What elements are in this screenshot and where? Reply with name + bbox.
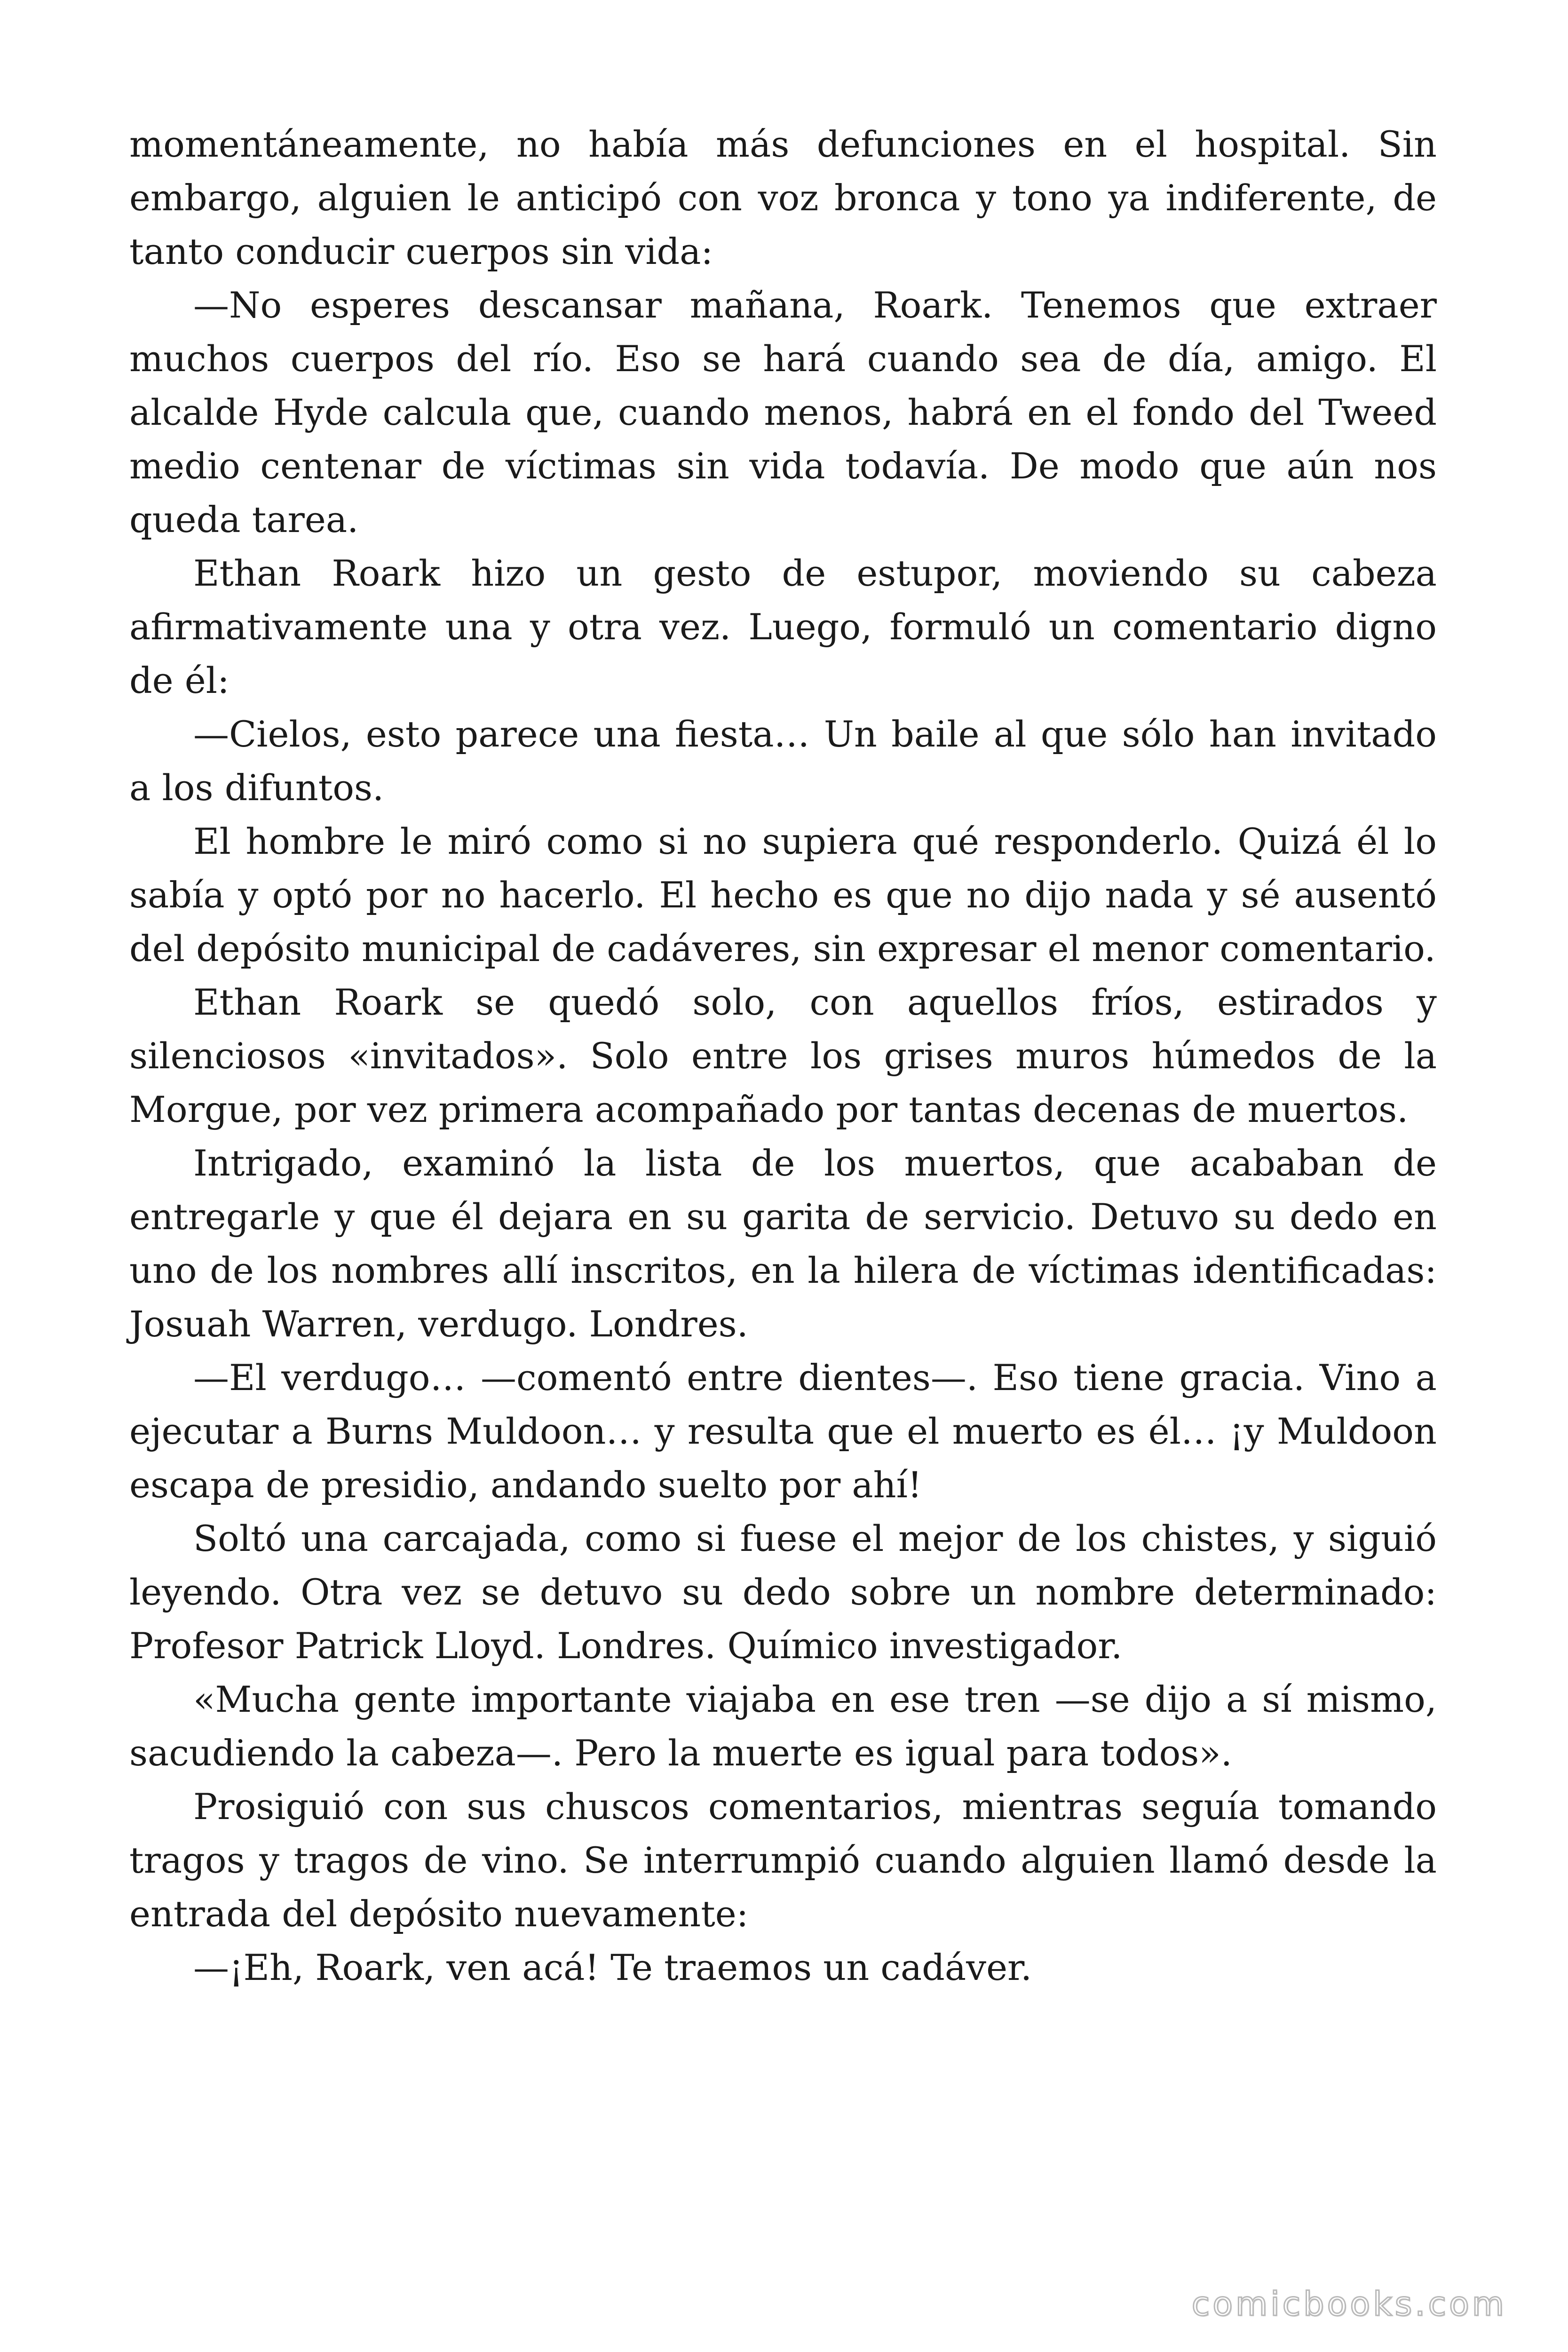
- paragraph: Ethan Roark se quedó solo, con aquellos fríos, estirados y silenciosos «invitados». Solo entre los grises muros húmedos de la Morgue, por vez primera acompañado por tantas decenas de muertos.: [129, 981, 1437, 1130]
- paragraph: —¡Eh, Roark, ven acá! Te traemos un cadáver.: [193, 1947, 1032, 1988]
- paragraph: —Cielos, esto parece una fiesta… Un baile al que sólo han invitado a los difuntos.: [129, 713, 1437, 809]
- paragraph: —No esperes descansar mañana, Roark. Tenemos que extraer muchos cuerpos del río. Eso se hará cuando sea de día, amigo. El alcalde Hyde calcula que, cuando menos, habrá en el fondo del Tweed medio centenar de víctimas sin vida todavía. De modo que aún nos queda tarea.: [129, 284, 1437, 540]
- body-text: [129, 118, 1437, 1994]
- paragraph: Prosiguió con sus chuscos comentarios, mientras seguía tomando tragos y tragos de vino. Se interrumpió cuando alguien llamó desde la entrada del depósito nuevamente:: [129, 1786, 1437, 1935]
- paragraph: Soltó una carcajada, como si fuese el mejor de los chistes, y siguió leyendo. Otra vez se detuvo su dedo sobre un nombre determinado: Profesor Patrick Lloyd. Londres. Químico investigador.: [129, 1518, 1437, 1667]
- paragraph: «Mucha gente importante viajaba en ese tren —se dijo a sí mismo, sacudiendo la cabeza—. Pero la muerte es igual para todos».: [129, 1678, 1437, 1774]
- paragraph: Ethan Roark hizo un gesto de estupor, moviendo su cabeza afirmativamente una y otra vez. Luego, formuló un comentario digno de él:: [129, 552, 1437, 701]
- paragraph-continuation: momentáneamente, no había más defunciones en el hospital. Sin embargo, alguien le anticipó con voz bronca y tono ya indiferente, de tanto conducir cuerpos sin vida:: [129, 123, 1437, 272]
- paragraph: —El verdugo… —comentó entre dientes—. Eso tiene gracia. Vino a ejecutar a Burns Muldoon… y resulta que el muerto es él… ¡y Muldoon escapa de presidio, andando suelto por ahí!: [129, 1357, 1437, 1506]
- watermark: comicbooks.com: [1191, 2285, 1507, 2323]
- paragraph: El hombre le miró como si no supiera qué responderlo. Quizá él lo sabía y optó por no hacerlo. El hecho es que no dijo nada y sé ausentó del depósito municipal de cadáveres, sin expresar el menor comentario.: [129, 820, 1437, 969]
- paragraph: Intrigado, examinó la lista de los muertos, que acababan de entregarle y que él dejara en su garita de servicio. Detuvo su dedo en uno de los nombres allí inscritos, en la hilera de víctimas identificadas: Josuah Warren, verdugo. Londres.: [129, 1142, 1437, 1345]
